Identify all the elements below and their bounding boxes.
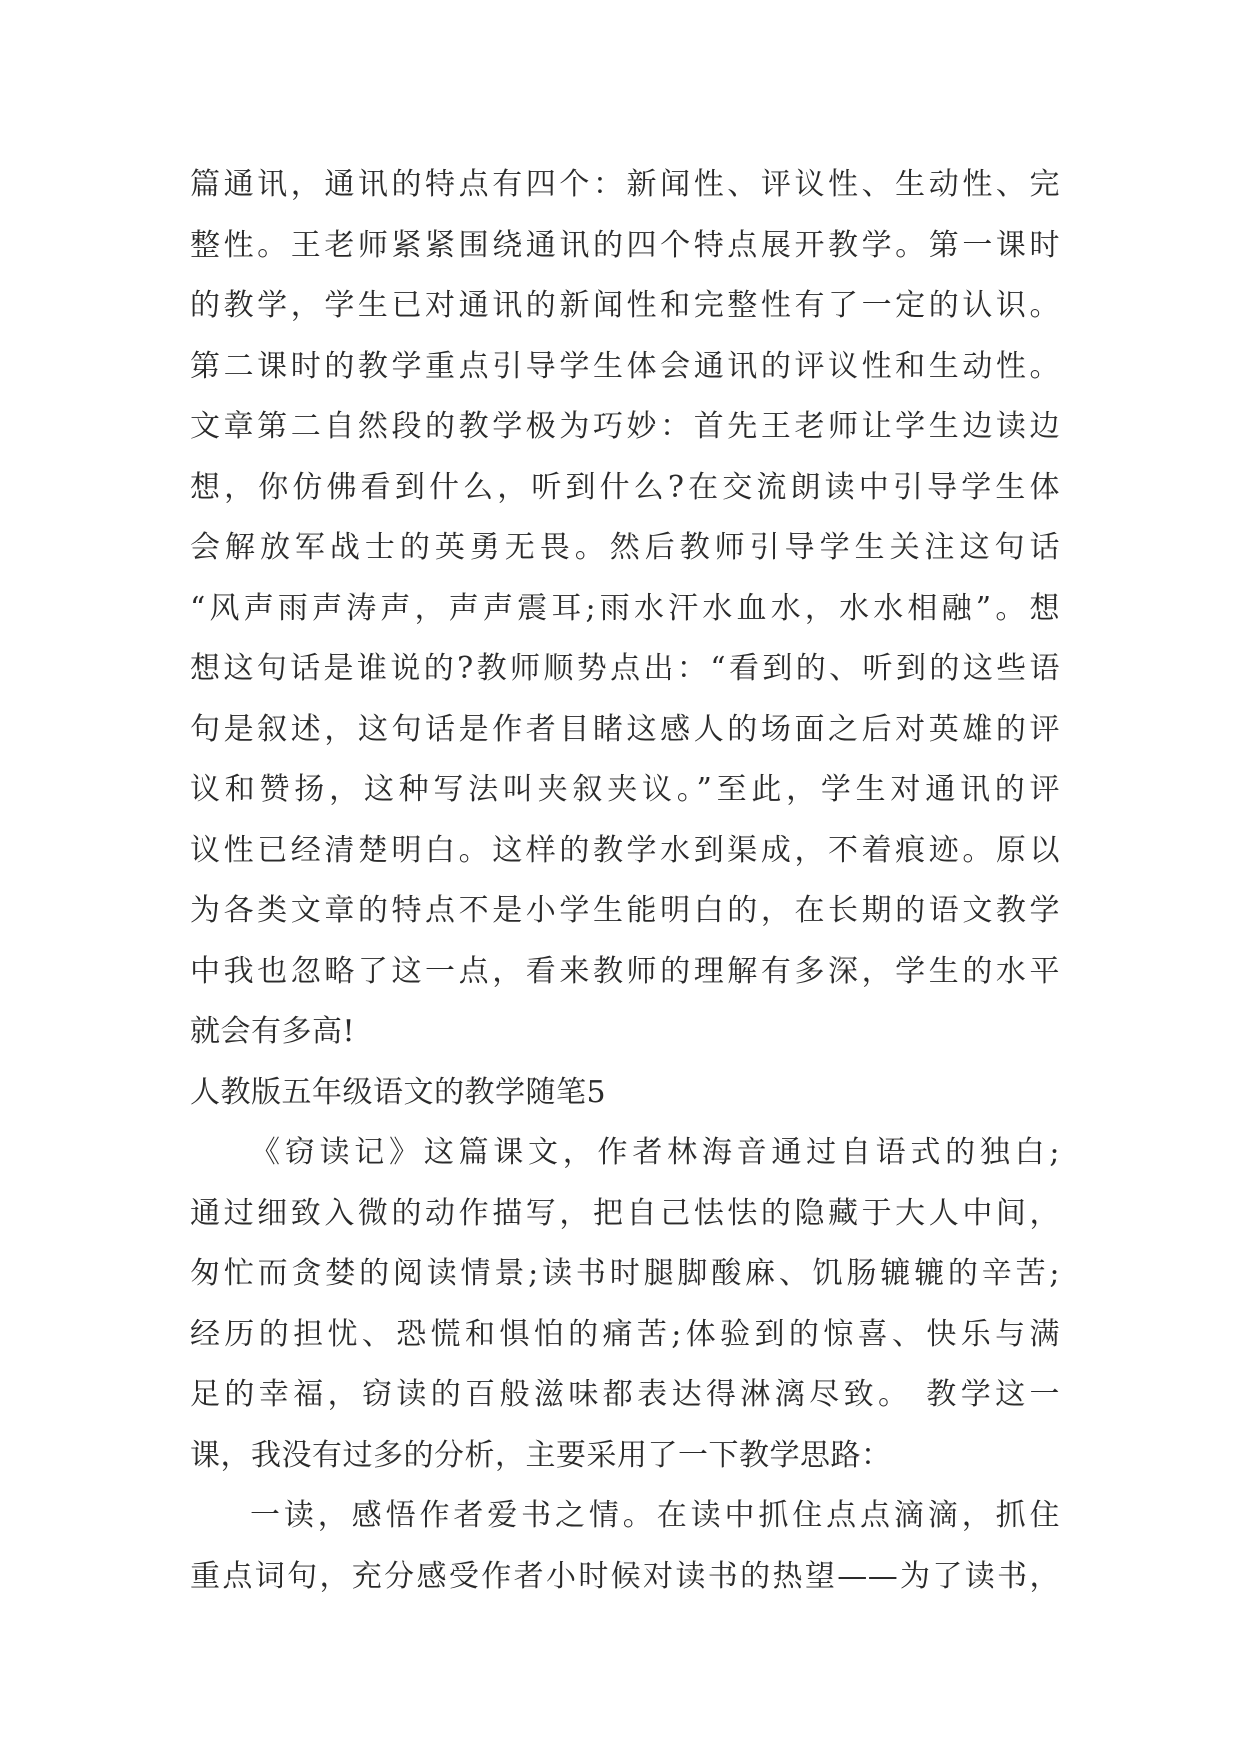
text-line: 为各类文章的特点不是小学生能明白的，在长期的语文教学 bbox=[190, 893, 1060, 928]
text-line: 议性已经清楚明白。这样的教学水到渠成，不着痕迹。原以 bbox=[190, 832, 1060, 868]
text-line: 整性。王老师紧紧围绕通讯的四个特点展开教学。第一课时 bbox=[190, 227, 1060, 263]
text-line: “风声雨声涛声，声声震耳;雨水汗水血水，水水相融”。想 bbox=[190, 590, 1060, 626]
text-line: 篇通讯，通讯的特点有四个：新闻性、评议性、生动性、完 bbox=[190, 167, 1060, 202]
text-line: 想这句话是谁说的?教师顺势点出：“看到的、听到的这些语 bbox=[190, 651, 1060, 686]
text-line: 足的幸福，窃读的百般滋味都表达得淋漓尽致。 教学这一 bbox=[190, 1377, 1060, 1412]
text-line: 《窃读记》这篇课文，作者林海音通过自语式的独白; bbox=[250, 1135, 1060, 1170]
paragraph-3 bbox=[190, 1486, 1060, 1607]
text-line: 文章第二自然段的教学极为巧妙：首先王老师让学生边读边 bbox=[190, 409, 1060, 444]
text-line: 想，你仿佛看到什么，听到什么?在交流朗读中引导学生体 bbox=[190, 469, 1060, 505]
text-line: 议和赞扬，这种写法叫夹叙夹议。”至此，学生对通讯的评 bbox=[190, 772, 1060, 807]
text-line: 经历的担忧、恐慌和惧怕的痛苦;体验到的惊喜、快乐与满 bbox=[190, 1316, 1060, 1352]
text-line: 中我也忽略了这一点，看来教师的理解有多深，学生的水平 bbox=[190, 953, 1060, 989]
text-line: 句是叙述，这句话是作者目睹这感人的场面之后对英雄的评 bbox=[190, 711, 1060, 747]
text-line: 通过细致入微的动作描写，把自己怯怯的隐藏于大人中间， bbox=[190, 1195, 1060, 1231]
text-line: 的教学，学生已对通讯的新闻性和完整性有了一定的认识。 bbox=[190, 288, 1060, 323]
text-line: 重点词句，充分感受作者小时候对读书的热望——为了读书， bbox=[190, 1558, 1060, 1594]
paragraph-2 bbox=[190, 1123, 1060, 1486]
text-line: 会解放军战士的英勇无畏。然后教师引导学生关注这句话 bbox=[190, 530, 1060, 565]
text-line: 第二课时的教学重点引导学生体会通讯的评议性和生动性。 bbox=[190, 348, 1060, 384]
paragraph-1 bbox=[190, 155, 1060, 1063]
document-body bbox=[190, 155, 1060, 1607]
text-line: 一读，感悟作者爱书之情。在读中抓住点点滴滴，抓住 bbox=[250, 1498, 1060, 1533]
text-line: 匆忙而贪婪的阅读情景;读书时腿脚酸麻、饥肠辘辘的辛苦; bbox=[190, 1256, 1060, 1291]
section-heading: 人教版五年级语文的教学随笔5 bbox=[190, 1074, 607, 1110]
text-line: 就会有多高! bbox=[190, 1014, 356, 1049]
text-line: 课，我没有过多的分析，主要采用了一下教学思路： bbox=[190, 1437, 892, 1473]
